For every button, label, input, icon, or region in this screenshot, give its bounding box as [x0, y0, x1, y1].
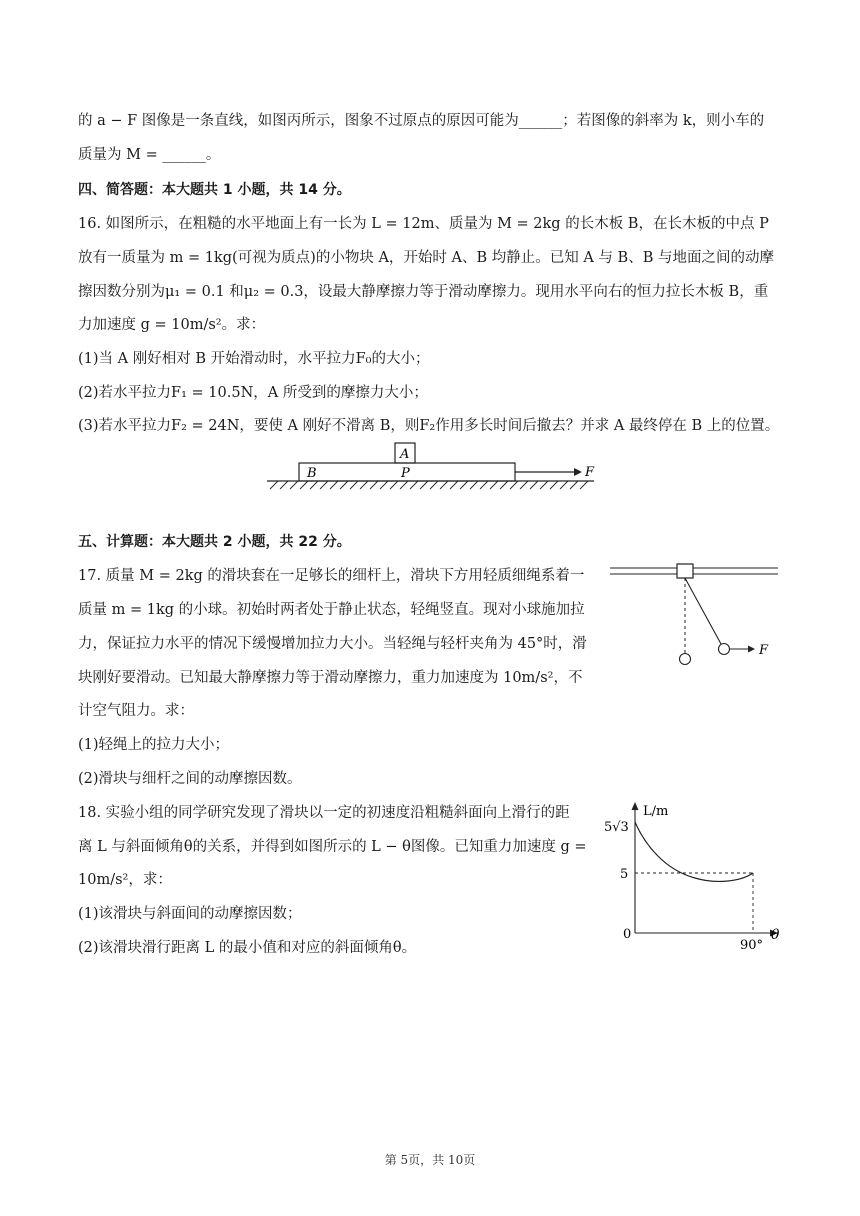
y-tick-mid: 5 [620, 867, 629, 882]
text-line: 放有一质量为 m = 1kg(可视为质点)的小物块 A，开始时 A、B 均静止。已知 A 与 B、B 与地面之间的动摩 [78, 250, 774, 266]
ground-hatching [270, 481, 588, 489]
y-axis-label: L/m [643, 804, 669, 819]
sub-question: (1)当 A 刚好相对 B 开始滑动时，水平拉力F₀的大小； [78, 351, 430, 367]
rope [685, 578, 721, 644]
arrow-head [574, 468, 582, 476]
section-heading-4: 四、简答题：本大题共 1 小题，共 14 分。 [78, 182, 351, 198]
sub-question: (2)该滑块滑行距离 L 的最小值和对应的斜面倾角θ。 [78, 940, 417, 956]
slider-pendulum-figure [606, 560, 786, 670]
y-tick-top: 5√3 [604, 820, 629, 835]
text-line: 17. 质量 M = 2kg 的滑块套在一足够长的细杆上，滑块下方用轻质细绳系着一 [78, 568, 585, 584]
label-f: F [585, 465, 595, 480]
sub-question: (1)该滑块与斜面间的动摩擦因数； [78, 906, 302, 922]
arrow-head [748, 646, 755, 653]
text-line: 计空气阻力。求： [78, 703, 194, 719]
label-f: F [759, 643, 769, 658]
x-tick-90: 90° [740, 938, 764, 953]
text-line: 力加速度 g = 10m/s²。求： [78, 317, 266, 333]
text-line: 力，保证拉力水平的情况下缓慢增加拉力大小。当轻绳与轻杆夹角为 45°时，滑 [78, 636, 587, 652]
sub-question: (3)若水平拉力F₂ = 24N，要使 A 刚好不滑离 B，则F₂作用多长时间后撤去？并求 A 最终停在 B 上的位置。 [78, 418, 780, 434]
text-line: 10m/s²，求： [78, 872, 172, 888]
sub-question: (2)滑块与细杆之间的动摩擦因数。 [78, 771, 302, 787]
initial-ball [680, 654, 691, 665]
board-block-figure [262, 440, 602, 495]
text-line: 16. 如图所示，在粗糙的水平地面上有一长为 L = 12m、质量为 M = 2kg 的长木板 B，在长木板的中点 P [78, 216, 769, 232]
ball [719, 644, 730, 655]
x-axis-label: θ [771, 927, 780, 943]
label-a: A [400, 447, 410, 462]
slider [677, 564, 693, 578]
section-heading-5: 五、计算题：本大题共 2 小题，共 22 分。 [78, 534, 351, 550]
text-line: 质量 m = 1kg 的小球。初始时两者处于静止状态，轻绳竖直。现对小球施加拉 [78, 602, 585, 618]
sub-question: (2)若水平拉力F₁ = 10.5N，A 所受到的摩擦力大小； [78, 385, 428, 401]
l-theta-graph [600, 800, 790, 960]
label-b: B [307, 466, 317, 481]
text-line: 离 L 与斜面倾角θ的关系，并得到如图所示的 L − θ图像。已知重力加速度 g = [78, 839, 587, 855]
label-p: P [401, 466, 410, 481]
origin-label: 0 [623, 927, 632, 942]
text-line: 质量为 M = ______。 [78, 147, 221, 163]
page-footer: 第 5页，共 10页 [384, 1153, 476, 1167]
text-line: 18. 实验小组的同学研究发现了滑块以一定的初速度沿粗糙斜面向上滑行的距 [78, 805, 570, 821]
text-line: 擦因数分别为μ₁ = 0.1 和μ₂ = 0.3，设最大静摩擦力等于滑动摩擦力。现用水平向右的恒力拉长木板 B，重 [78, 284, 769, 300]
l-theta-curve [635, 822, 753, 881]
text-line: 的 a − F 图像是一条直线，如图丙所示，图象不过原点的原因可能为______；若图像的斜率为 k，则小车的 [78, 113, 765, 129]
y-arrow [632, 802, 639, 810]
text-line: 块刚好要滑动。已知最大静摩擦力等于滑动摩擦力，重力加速度为 10m/s²，不 [78, 670, 583, 686]
sub-question: (1)轻绳上的拉力大小； [78, 737, 230, 753]
